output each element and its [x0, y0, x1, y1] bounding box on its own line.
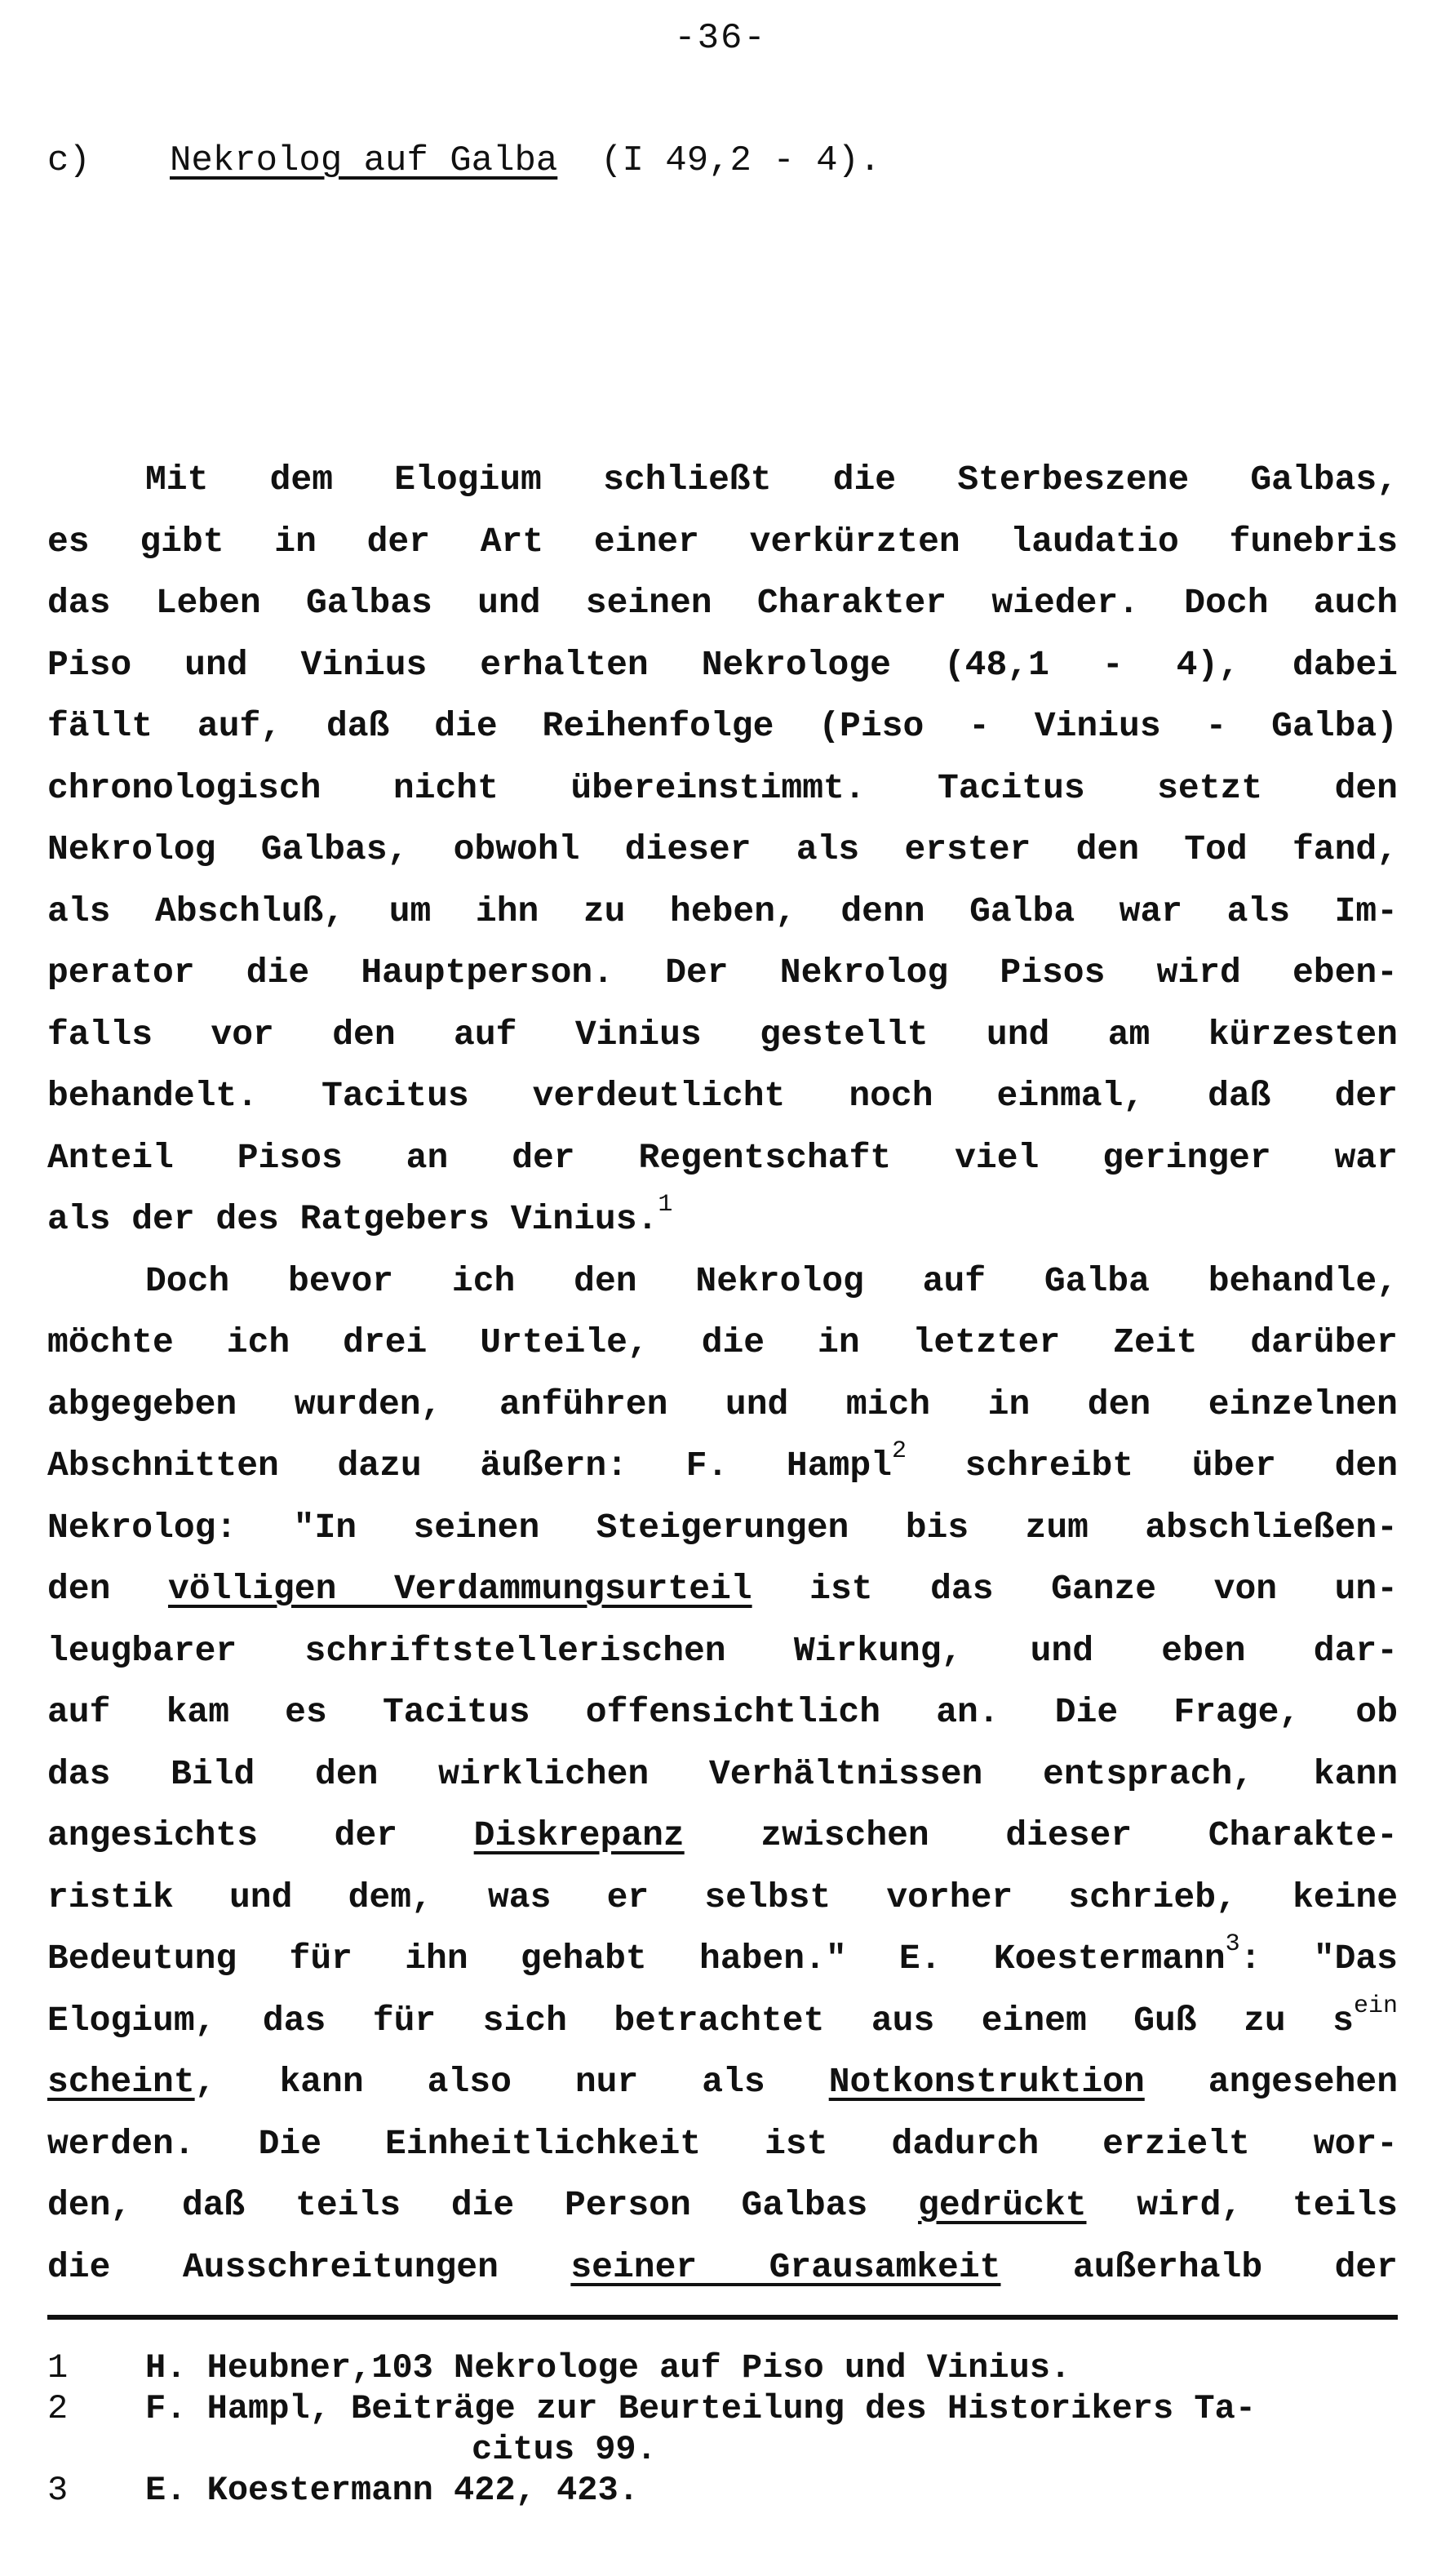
underlined-phrase: scheint	[47, 2062, 195, 2102]
page-number: -36-	[674, 18, 767, 59]
text-line	[47, 1188, 1398, 1250]
text-run: Bedeutung für ihn gehabt haben." E. Koestermann	[47, 1939, 1226, 1979]
underlined-phrase: Diskrepanz	[473, 1815, 685, 1855]
text-line: Nekrolog: "In seinen Steigerungen bis zum abschließen-	[47, 1507, 1398, 1548]
text-line: leugbarer schriftstellerischen Wirkung, und eben dar-	[47, 1630, 1398, 1671]
text-line: perator die Hauptperson. Der Nekrolog Pisos wird eben-	[47, 953, 1398, 993]
footnote-number: 3	[47, 2471, 69, 2510]
text-line: als Abschluß, um ihn zu heben, denn Galba war als Im-	[47, 890, 1398, 931]
text-line: das Leben Galbas und seinen Charakter wieder. Doch auch	[47, 583, 1398, 623]
text-run: angesichts der	[47, 1815, 474, 1855]
text-line	[47, 1558, 1398, 1620]
text-run: wird, teils	[1086, 2185, 1398, 2225]
inserted-syllable: ein	[1353, 1992, 1398, 2020]
text-run: außerhalb der	[1000, 2246, 1398, 2287]
footnotes	[47, 2347, 1398, 2511]
footnote-text: E. Koestermann 422, 423.	[145, 2471, 639, 2510]
text-line: es gibt in der Art einer verkürzten laudatio funebris	[47, 521, 1398, 562]
footnote-divider	[47, 2315, 1398, 2320]
text-line: abgegeben wurden, anführen und mich in den einzelnen	[47, 1383, 1398, 1424]
text-line: Piso und Vinius erhalten Nekrologe (48,1 - 4), dabei	[47, 644, 1398, 685]
text-line	[47, 2174, 1398, 2236]
text-line: auf kam es Tacitus offensichtlich an. Die Frage, ob	[47, 1692, 1398, 1732]
footnote-number: 1	[47, 2348, 69, 2387]
text-run: den, daß teils die Person Galbas	[47, 2185, 919, 2225]
underlined-phrase: Notkonstruktion	[828, 2062, 1145, 2102]
footnote	[47, 2347, 1398, 2388]
text-line: chronologisch nicht übereinstimmt. Tacitus setzt den	[47, 767, 1398, 808]
text-run: als der des Ratgebers Vinius.	[47, 1199, 658, 1239]
text-run: die Ausschreitungen	[47, 2246, 571, 2287]
footnote-continuation: citus 99.	[472, 2430, 657, 2469]
text-line: Nekrolog Galbas, obwohl dieser als erster den Tod fand,	[47, 829, 1398, 869]
text-line: das Bild den wirklichen Verhältnissen entsprach, kann	[47, 1753, 1398, 1794]
text-run: , kann also nur als	[194, 2062, 829, 2102]
text-line	[47, 1928, 1398, 1990]
footnote-number: 2	[47, 2389, 69, 2428]
text-line: möchte ich drei Urteile, die in letzter Zeit darüber	[47, 1322, 1398, 1362]
text-run: angesehen	[1144, 2062, 1398, 2102]
section-reference: (I 49,2 - 4).	[601, 140, 881, 181]
footnote-mark: 2	[891, 1437, 907, 1465]
underlined-phrase: seiner Grausamkeit	[570, 2246, 1001, 2287]
section-title: Nekrolog auf Galba	[170, 140, 558, 181]
text-line: fällt auf, daß die Reihenfolge (Piso - Vinius - Galba)	[47, 706, 1398, 746]
underlined-phrase: völligen Verdammungsurteil	[167, 1569, 752, 1609]
footnote-text: H. Heubner,103 Nekrologe auf Piso und Vinius.	[145, 2348, 1071, 2387]
footnote-line: F. Hampl, Beiträge zur Beurteilung des Historikers Ta-	[145, 2389, 1257, 2428]
section-heading	[47, 140, 880, 181]
underlined-phrase: gedrückt	[918, 2185, 1087, 2225]
body-text	[47, 449, 1398, 2298]
text-line: ristik und dem, was er selbst vorher schrieb, keine	[47, 1876, 1398, 1917]
text-line	[47, 2236, 1398, 2298]
text-run: : "Das	[1239, 1939, 1398, 1979]
text-run: zwischen dieser Charakte-	[684, 1815, 1398, 1855]
text-line: behandelt. Tacitus verdeutlicht noch einmal, daß der	[47, 1076, 1398, 1116]
footnote	[47, 2388, 1398, 2470]
footnote	[47, 2470, 1398, 2511]
text-run: ist das Ganze von un-	[752, 1569, 1399, 1609]
text-line: Mit dem Elogium schließt die Sterbeszene Galbas,	[145, 460, 1398, 500]
text-run: Elogium, das für sich betrachtet aus einem Guß zu s	[47, 2000, 1354, 2041]
text-run: den	[47, 1569, 168, 1609]
text-line: Doch bevor ich den Nekrolog auf Galba behandle,	[145, 1260, 1398, 1301]
text-line	[47, 1435, 1398, 1497]
section-marker: c)	[47, 140, 91, 181]
text-run: Abschnitten dazu äußern: F. Hampl	[47, 1446, 892, 1486]
text-line	[47, 1990, 1398, 2052]
text-line	[47, 2051, 1398, 2113]
footnote-mark: 3	[1225, 1930, 1240, 1958]
text-line: werden. Die Einheitlichkeit ist dadurch erzielt wor-	[47, 2123, 1398, 2164]
text-line	[47, 1805, 1398, 1867]
footnote-mark: 1	[658, 1191, 673, 1219]
text-run: schreibt über den	[906, 1446, 1398, 1486]
text-line: Anteil Pisos an der Regentschaft viel geringer war	[47, 1137, 1398, 1178]
footnote-text	[145, 2388, 1398, 2470]
text-line: falls vor den auf Vinius gestellt und am kürzesten	[47, 1014, 1398, 1055]
